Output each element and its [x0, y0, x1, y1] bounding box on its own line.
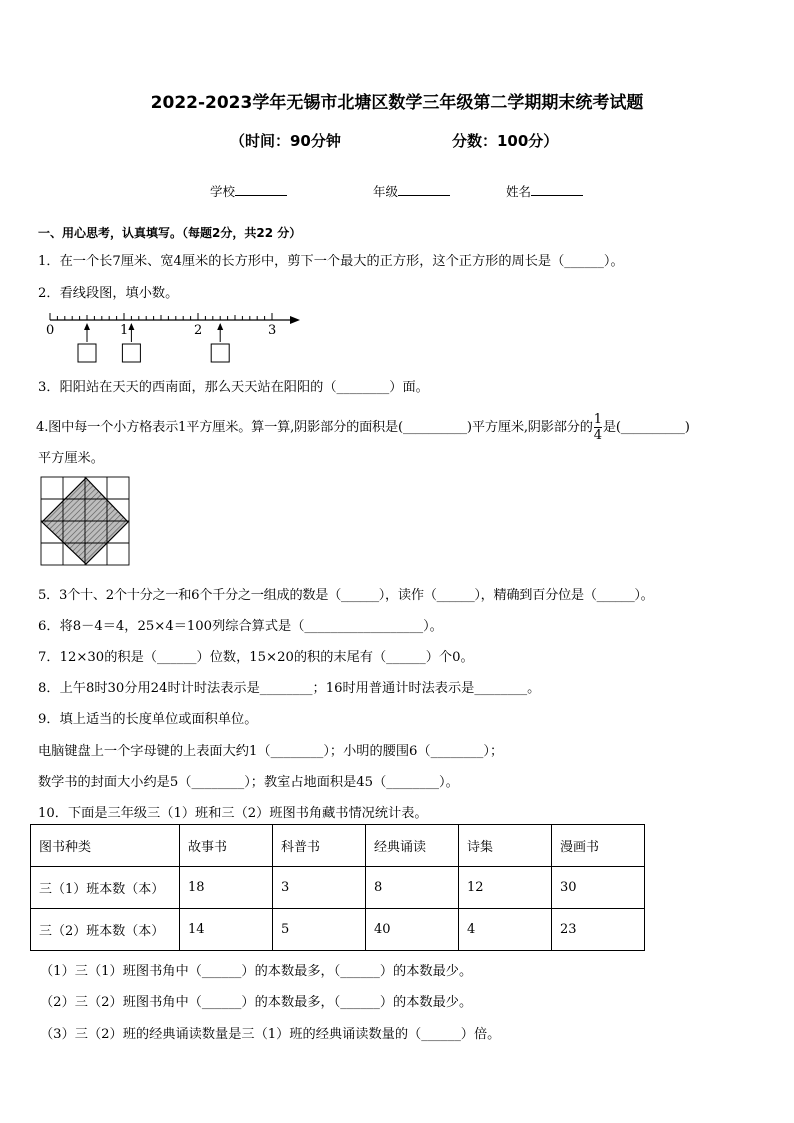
number-line-label: 2: [194, 323, 203, 338]
school-label: 学校: [210, 184, 236, 199]
answer-arrow-head: [217, 323, 223, 330]
number-line-answer-arrows: [78, 323, 229, 362]
book-statistics-table: [30, 824, 645, 951]
name-field[interactable]: [506, 182, 583, 200]
section-title: 一、用心思考，认真填写。（每题2分，共22 分）: [38, 226, 302, 240]
school-field[interactable]: [210, 182, 287, 200]
table-header-row: [31, 825, 645, 867]
question-2: 2．看线段图，填小数。: [38, 286, 179, 301]
table-header-cell: 科普书: [273, 825, 366, 867]
answer-box: [211, 344, 229, 362]
table-header-cell: 诗集: [459, 825, 552, 867]
table-header-cell: 图书种类: [31, 825, 180, 867]
question-7: 7．12×30的积是（______）位数，15×20的积的末尾有（______）个0。: [38, 650, 474, 665]
number-line-arrowhead: [290, 316, 300, 324]
table-cell: 18: [180, 867, 273, 909]
table-header-cell: 经典诵读: [366, 825, 459, 867]
question-9: 9．填上适当的长度单位或面积单位。: [38, 712, 258, 727]
grid-lines: [41, 477, 129, 565]
shaded-grid-diagram: [40, 476, 132, 568]
question-10-1: （1）三（1）班图书角中（______）的本数最多，（______）的本数最少。: [40, 964, 473, 979]
table-cell: 三（2）班本数（本）: [31, 909, 180, 951]
table-cell: 5: [273, 909, 366, 951]
table-cell: 3: [273, 867, 366, 909]
table-cell: 14: [180, 909, 273, 951]
table-cell: 三（1）班本数（本）: [31, 867, 180, 909]
question-9-line-2: 数学书的封面大小约是5（________）；教室占地面积是45（________）。: [38, 775, 459, 790]
table-cell: 12: [459, 867, 552, 909]
table-header-cell: 故事书: [180, 825, 273, 867]
table-cell: 4: [459, 909, 552, 951]
answer-arrow-head: [84, 323, 90, 330]
question-4-unit: 平方厘米。: [38, 451, 104, 466]
answer-box: [78, 344, 96, 362]
fraction-denominator: 4: [593, 428, 602, 443]
number-line-label: 0: [46, 323, 55, 338]
time-limit: （时间：90分钟: [230, 132, 341, 150]
question-10-2: （2）三（2）班图书角中（______）的本数最多，（______）的本数最少。: [40, 995, 473, 1010]
number-line-diagram: [38, 306, 308, 368]
fraction-numerator: 1: [593, 412, 602, 427]
question-6: 6．将8－4＝4，25×4＝100列综合算式是（__________________）。: [38, 619, 443, 634]
number-line-labels: [46, 323, 276, 338]
answer-box: [122, 344, 140, 362]
question-10: 10．下面是三年级三（1）班和三（2）班图书角藏书情况统计表。: [38, 806, 428, 821]
number-line-ticks: [50, 313, 272, 320]
question-4-text-b: 是(__________): [602, 420, 690, 435]
question-8: 8．上午8时30分用24时计时法表示是________；16时用普通计时法表示是________。: [38, 681, 541, 696]
table-cell: 23: [552, 909, 645, 951]
question-4-text-a: 4.图中每一个小方格表示1平方厘米。算一算,阴影部分的面积是(__________)平方厘米,阴影部分的: [36, 420, 593, 435]
table-row: [31, 909, 645, 951]
table-header-cell: 漫画书: [552, 825, 645, 867]
table-row: [31, 867, 645, 909]
grade-label: 年级: [373, 184, 399, 199]
number-line-label: 1: [120, 323, 129, 338]
table-cell: 30: [552, 867, 645, 909]
table-cell: 8: [366, 867, 459, 909]
answer-arrow-head: [128, 323, 134, 330]
question-10-3: （3）三（2）班的经典诵读数量是三（1）班的经典诵读数量的（______）倍。: [40, 1027, 501, 1042]
number-line-label: 3: [268, 323, 277, 338]
question-4: [36, 412, 690, 443]
question-3: 3．阳阳站在天天的西南面，那么天天站在阳阳的（________）面。: [38, 380, 429, 395]
fraction-one-quarter: [594, 412, 602, 443]
table-cell: 40: [366, 909, 459, 951]
question-9-line-1: 电脑键盘上一个字母键的上表面大约1（________）；小明的腰围6（________）；: [38, 744, 504, 759]
name-label: 姓名: [506, 184, 532, 199]
question-5: 5．3个十、2个十分之一和6个千分之一组成的数是（______），读作（______），精确到百分位是（______）。: [38, 588, 654, 603]
page-title: 2022-2023学年无锡市北塘区数学三年级第二学期期末统考试题: [150, 93, 644, 113]
total-score: 分数：100分）: [452, 132, 559, 150]
question-1: 1．在一个长7厘米、宽4厘米的长方形中，剪下一个最大的正方形，这个正方形的周长是（______）。: [38, 254, 624, 269]
grade-field[interactable]: [373, 182, 450, 200]
